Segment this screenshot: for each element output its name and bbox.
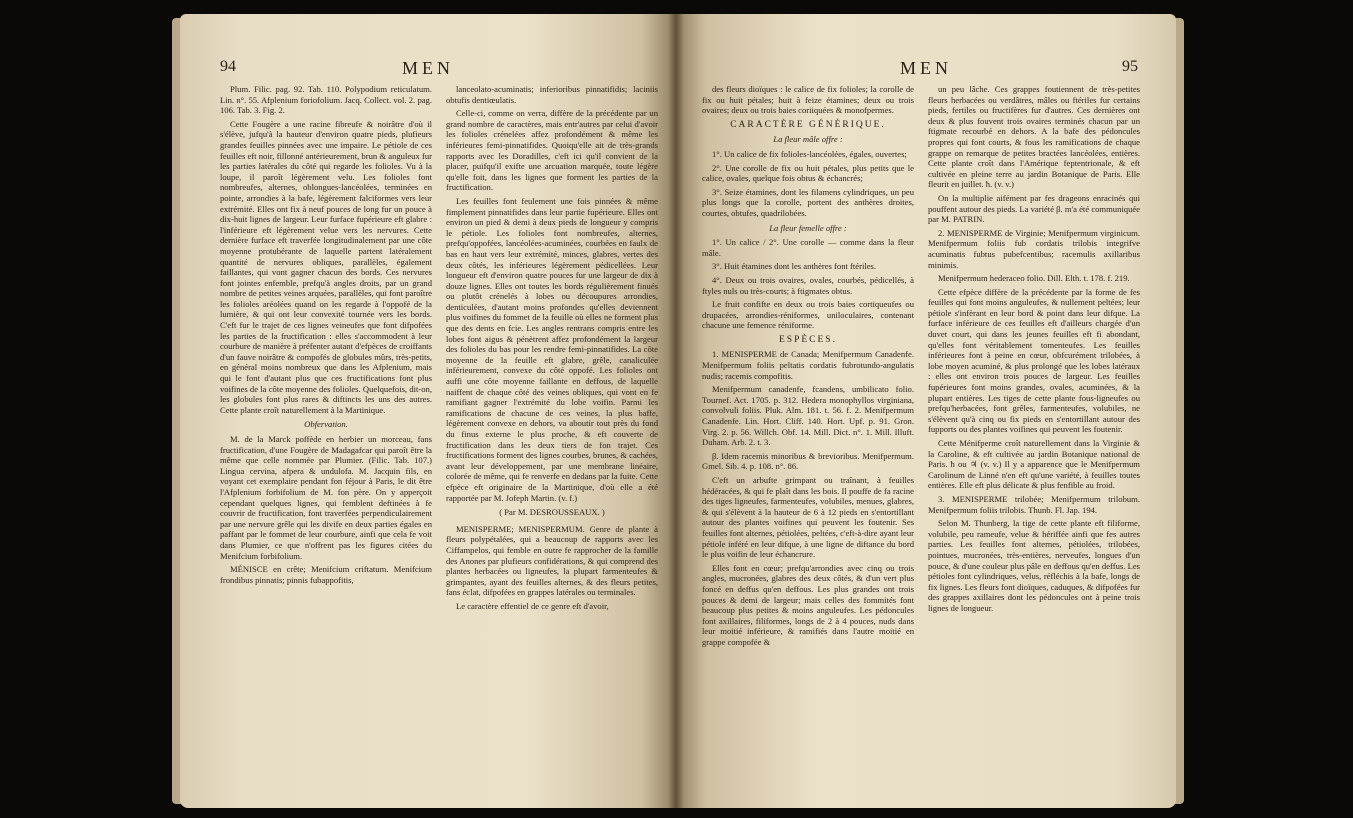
section-subheading: La fleur femelle offre : (769, 222, 847, 233)
text-paragraph: M. de la Marck poffède en herbier un morceau, fans fructification, d'une Fougère de Madagafcar qui paroît être la même que celle nommée par Plumier. (Filic. Tab. 107.) Lingua cervina, afpera & undulofa. M. Jacquin fils, en voyant cet exemplaire pendant fon féjour à Paris, le dit être l'Afplenium forbifolium de M. fon père. On y apperçoit cependant quelques lignes, qui femblent deftinées à fe couvrir de fructification, font traverfées perpendiculairement par une nervure grêle qui les divife en deux parties égales en paffant par le fommet de leur courbure, ainfi que cela fe voit dans Plumier, ce que n'offrent pas les figures citées du Menifcium forbifolium. (220, 434, 432, 561)
page-number-left: 94 (220, 58, 236, 75)
text-paragraph: Cette Ménifperme croît naturellement dans la Virginie & la Caroline, & eft cultivée au jardin Botanique national de Paris. ħ ou ♃ (v. v.) Il y a apparence que le Menifpermum Carolinum de Linné n'en eft qu'une variété, à feuilles toutes entières. Elle eft plus délicate & plus fenfible au froid. (928, 438, 1140, 491)
text-paragraph: Plum. Filic. pag. 92. Tab. 110. Polypodium reticulatum. Lin. n°. 55. Afplenium foriofolium. Jacq. Collect. vol. 2. pag. 106. Tab. 3. Fig. 2. (220, 84, 432, 116)
text-paragraph: 1°. Un calice de fix folioles-lancéolées, égales, ouvertes; (712, 148, 907, 159)
text-paragraph: MENISPERME; MENISPERMUM. Genre de plante à fleurs polypétalées, qui a beaucoup de rapports avec les Ciffampelos, qui femble en outre fe rapprocher de la famille des Anones par plufieurs confidérations, & qui comprend des plantes herbacées ou ligneufes, la plupart farmenteufes & grimpantes, ayant des feuilles alternes, & des fleurs petites, fans éclat, difpofées en grappes latérales ou terminales. (446, 523, 658, 598)
text-paragraph: Menifpermum hederaceo folio. Dill. Elth. t. 178. f. 219. (938, 273, 1130, 284)
text-paragraph: 1°. Un calice / 2°. Une corolle — comme dans la fleur mâle. (702, 237, 914, 258)
text-paragraph: 3°. Huit étamines dont les anthères font ftériles. (712, 261, 877, 272)
left-column-2 (446, 84, 658, 615)
text-paragraph: un peu lâche. Ces grappes foutiennent de très-petites fleurs herbacées ou verdâtres, mâles ou ftériles fur certains pieds, fertiles ou fructifères fur d'autres. Ces dernières ont deux & plus fouvent trois ovaires terminés chacun par un ftigmate recourbé en dehors. A la bafe des pédoncules propres qui font courts, & fous les ramifications de chaque grappe on remarque de petites bractées lancéolées, entières. Cette plante croît dans l'Amérique feptentrionale, & eft cultivée en pleine terre au jardin Botanique de Paris. Elle fleurit en juillet. ħ. (v. v.) (928, 84, 1140, 190)
page-number-right: 95 (1122, 58, 1138, 75)
text-paragraph: Celle-ci, comme on verra, diffère de la précédente par un grand nombre de caractères, mais entr'autres par celui d'avoir les folioles crénelées affez profondément & même les inférieures femi-pinnatifides. Quoiqu'elle ait de très-grands rapports avec les Doradilles, c'eft ici qu'il convient de la placer, puifqu'il exifte une arcuation marquée, toute légère qu'elle foit, dans les lignes que forment les parties de la fructification. (446, 108, 658, 193)
text-paragraph: C'eft un arbufte grimpant ou traînant, à feuilles hédéracées, & qui fe plaît dans les bois. Il pouffe de fa racine des tiges ligneufes, farmenteufes, volubiles, menues, glabres, & qui s'élèvent à la hauteur de 6 à 12 pieds en s'entortillant autour des plantes voifines qui peuvent les foutenir. Ses feuilles font alternes, pétiolées, peltées, c'eft-à-dire ayant leur pétiole inféré en leur difque, à une ligne de diftance du bord le plus voifin de leur échancrure. (702, 475, 914, 560)
text-paragraph: 3. MENISPERME trilobée; Menifpermum trilobum. Menifpermum foliis trilobis. Thunb. Fl. Jap. 194. (928, 493, 1140, 515)
running-header-right: MEN (900, 58, 952, 78)
text-paragraph: MÉNISCE en crête; Menifcium criftatum. Menifcium frondibus pinnatis; pinnis fubappofitis, (220, 564, 432, 585)
right-page-columns (702, 84, 1140, 651)
text-paragraph: Menifpermum canadenfe, fcandens, umbilicato folio. Tournef. Act. 1705. p. 312. Hedera monophyllos virginiana, convolvuli foliis. Pluk. Alm. 181. t. 56. f. 2. Menifpermum Canadenfe. Lin. Hort. Cliff. 140. Hort. Upf. p. 91. Gron. Virg. 2. p. 56. Willch. Obf. 14. Mill. Dict. n°. 1. Mill. Illuft. Duham. Arb. 2. t. 3. (702, 384, 914, 448)
text-paragraph: Elles font en cœur; prefqu'arrondies avec cinq ou trois angles, mucronées, glabres des deux côtés, & d'un vert plus foncé en deffus qu'en deffous. Les plus grandes ont trois pouces & demi de largeur; mais celles des fommités font beaucoup plus petites & moins anguleufes. Les pédoncules font axillaires, filiformes, longs de 2 à 4 pouces, nuds dans leur moitié inférieure, & ramifiés dans l'autre moitié en grappe compofée & (702, 562, 914, 647)
text-paragraph: Les feuilles font feulement une fois pinnées & même fimplement pinnatifides dans leur partie fupérieure. Elles ont environ un pied & demi à deux pieds de longueur y compris le pétiole. Les folioles font nombreufes, alternes, prefqu'oppofées, lancéolées-acuminées, courbées en faulx de bas en haut vers leur extrémité, minces, glabres, vertes des deux côtés, les inférieures légèrement pédicellées. Leur longueur eft d'environ quatre pouces fur une largeur de dix à douze lignes. Elles ont toutes les bords régulièrement finués ou plutôt crénelés à lobes ou découpures arrondies, denticulées, d'autant moins profondes qu'elles deviennent plus voifines du fommet de la feuille où elles ne forment plus que des dents en fcie. Les angles rentrans compris entre les lobes font aigus & pénètrent affez profondément la largeur des folioles du bas pour les rendre femi-pinnatifides. La côte moyenne de la feuille eft glabre, grêle, canaliculée inférieurement, convexe du côté oppofé. Les folioles ont auffi une côte moyenne faillante en deffous, de laquelle naiffent de chaque côté des veines obliques, qui vont en fe ramifiant gagner l'extrémité du lobe voifin. Parmi les ramifications de chacune de ces veines, la plus baffe, légèrement convexe en dehors, va aboutir tout près du fond du finus externe le plus proche, & eft couverte de fructification dans les deux tiers de fon trajet. Ces fructifications forment des lignes courbes, brunes, & cachées, avant leur développement, par une membrane linéaire, colorée de même, qui fe renverfe en dedans par la fuite. Cette efpèce eft originaire de la Martinique, d'où elle a été rapportée par M. Jofeph Martin. (v. f.) (446, 195, 658, 503)
text-paragraph: Le fruit confifte en deux ou trois baies cortiqueufes ou drupacées, arrondies-réniformes, uniloculaires, contenant chacune une femence réniforme. (702, 299, 914, 331)
right-page (676, 14, 1176, 808)
left-column-1 (220, 84, 432, 615)
text-paragraph: β. Idem racemis minoribus & brevioribus. Menifpermum. Gmel. Sib. 4. p. 108. n°. 86. (702, 450, 914, 472)
text-paragraph: 1. MENISPERME de Canada; Menifpermum Canadenfe. Menifpermum foliis peltatis cordatis fubrotundo-angulatis nudis; racemis compofitis. (702, 349, 914, 381)
right-column-1 (702, 84, 914, 651)
section-subheading: La fleur mâle offre : (773, 134, 843, 145)
text-paragraph: lanceolato-acuminatis; inferioribus pinnatifidis; laciniis obtufis dentiœulatis. (446, 84, 658, 105)
text-paragraph: Le caractère effentiel de ce genre eft d'avoir, (456, 600, 609, 611)
book-spine-gutter (668, 14, 684, 808)
section-heading: CARACTÈRE GÉNÉRIQUE. (730, 119, 886, 130)
text-paragraph: On la multiplie aifément par fes drageons enracinés qui pouffent autour des pieds. La variété β. m'a été communiquée par M. PATRIN. (928, 192, 1140, 225)
text-paragraph: Cette efpèce diffère de la précédente par la forme de fes feuilles qui font moins anguleufes, & nullement peltées; leur pétiole s'infèrant en leur bord & point dans leur difque. La furface inférieure de ces feuilles eft d'ailleurs chargée d'un duvet court, qui dans les jeunes feuilles eft fi abondant, qu'elles font véritablement tomenteufes. Les feuilles inférieures font à peine en cœur, obfcurément trilobées, à lobe moyen acuminé, & plus prolongé que les lobes latéraux : elles ont environ trois pouces de largeur. Les feuilles fupérieures font moins grandes, ovales, acuminées, & la plupart entières. Les tiges de cette plante fous-ligneufes ou prefqu'herbacées, font grêles, farmenteufes, volubiles, ne s'élèvent qu'à cinq ou fix pieds en s'entortillant autour des fupports ou des plantes voifines qui peuvent les foutenir. (928, 286, 1140, 435)
running-header-left: MEN (402, 58, 454, 78)
text-paragraph: Selon M. Thunberg, la tige de cette plante eft filiforme, volubile, peu rameufe, velue & hériffée ainfi que fes autres parties. Les feuilles font alternes, pétiolées, trilobées, pointues, mucronées, très-entières, nerveufes, longues d'un pouce, & d'une couleur plus pâle en deffous qu'en deffus. Les pétioles font cylindriques, velus, réfléchis à la bafe, longs de fix lignes. Les fleurs font dioïques, caduques, & difpofées fur des grappes axillaires dont les pédoncules ont à peine trois lignes de longueur. (928, 518, 1140, 613)
text-paragraph: Cette Fougère a une racine fibreufe & noirâtre d'où il s'élève, jufqu'à la hauteur d'environ quatre pieds, plufieurs grandes feuilles pinnées avec une impaire. Le pétiole de ces feuilles eft noir, fillonné antérieurement, brun & anguleux fur les parties latérales du côté qui regarde les folioles. Vu à la loupe, il paroît légèrement velu. Les folioles font nombreufes, alternes, oblongues-lancéolées, terminées en pointe, arrondies à la bafe, légèrement falciformes vers leur extrémité. Elles ont fix à neuf pouces de long fur un pouce à dix-huit lignes de largeur. Leur furface fupérieure eft glabre : l'inférieure eft légèrement velue vers les nervures. Cette dernière furface eft traverfée longitudinalement par une côte moyenne protubérante de laquelle partent latéralement quantité de nervures obliques, parallèles, également faillantes, qui vont gagner chacun des bords. Ces nervures font jointes enfemble, prefqu'à angles droits, par un grand nombre de petites veines arquées, parallèles, qui font paroître les folioles aréolées quand on les regarde à l'oppofé de la lumière, & qui ont leur convexité tournée vers les bords. C'eft fur le trajet de ces lignes veineufes que font difpofées les parties de la fructification : elles s'accommodent à leur courbure de manière à préfenter autant d'efpèces de croiffants d'un fauve noirâtre & compofés de globules mûrs, très-petits, en général moins nombreux que dans les Afplenium, mais qui le font d'autant plus que ces fructifications font plus voifines de la côte moyenne des folioles. Quelquefois, dit-on, les globules font plus rares & diftincts les uns des autres. Cette plante croît naturellement à la Martinique. (220, 118, 432, 415)
text-paragraph: 3°. Seize étamines, dont les filamens cylindriques, un peu plus longs que la corolle, portent des anthères droites, courtes, obtufes, quadrilobées. (702, 186, 914, 218)
text-paragraph: 2°. Une corolle de fix ou huit pétales, plus petits que le calice, ovales, quelque fois obtus & échancrés; (702, 162, 914, 184)
author-signature: ( Par M. DESROUSSEAUX. ) (499, 507, 605, 518)
right-column-2 (928, 84, 1140, 651)
text-paragraph: 4°. Deux ou trois ovaires, ovales, courbés, pédicellés, à ftyles nuls ou très-courts; à ftigmates obtus. (702, 274, 914, 296)
left-page (180, 14, 676, 808)
text-paragraph: des fleurs dioïques : le calice de fix folioles; la corolle de fix ou huit pétales; huit à feize étamines; deux ou trois ovaires; deux ou trois baies coriiquées & monofpermes. (702, 84, 914, 116)
section-heading: ESPÈCES. (779, 334, 837, 345)
section-subheading: Obfervation. (304, 419, 348, 430)
left-page-columns (220, 84, 658, 615)
text-paragraph: 2. MENISPERME de Virginie; Menifpermum virginicum. Menifpermum foliis fub cordatis trilobis integrifve acuminatis fubtus pubefcentibus; racemulis axillaribus minimis. (928, 227, 1140, 270)
